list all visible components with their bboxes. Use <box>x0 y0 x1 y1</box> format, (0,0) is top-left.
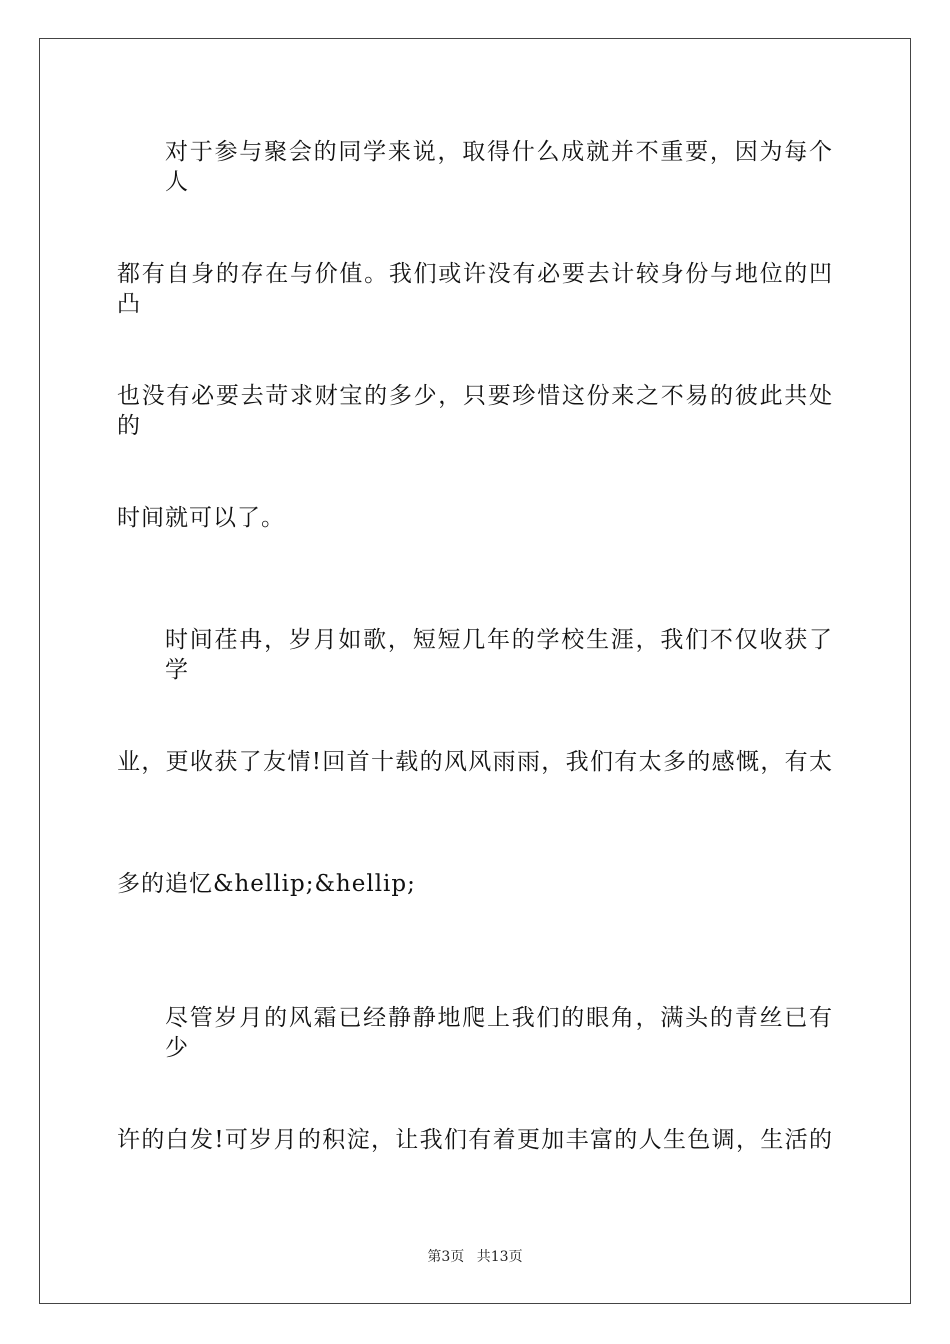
paragraph-3-line-1: 尽管岁月的风霜已经静静地爬上我们的眼角，满头的青丝已有少 <box>165 1005 833 1061</box>
paragraph-1-line-2: 都有自身的存在与价值。我们或许没有必要去计较身份与地位的凹凸 <box>117 261 833 317</box>
paragraph-3-line-2: 许的白发!可岁月的积淀，让我们有着更加丰富的人生色调，生活的 <box>117 1127 833 1153</box>
paragraph-2-line-3: 多的追忆&hellip;&hellip; <box>117 871 416 897</box>
paragraph-2-line-2: 业，更收获了友情!回首十载的风风雨雨，我们有太多的感慨，有太 <box>117 749 833 775</box>
paragraph-2-line-1: 时间荏冉，岁月如歌，短短几年的学校生涯，我们不仅收获了学 <box>165 627 833 683</box>
page-footer <box>0 1248 950 1266</box>
paragraph-1-line-4: 时间就可以了。 <box>117 505 285 531</box>
page-total: 共13页 <box>476 1249 523 1265</box>
paragraph-1-line-1: 对于参与聚会的同学来说，取得什么成就并不重要，因为每个人 <box>165 139 833 195</box>
page-number: 第3页 <box>427 1249 465 1265</box>
paragraph-1-line-3: 也没有必要去苛求财宝的多少，只要珍惜这份来之不易的彼此共处的 <box>117 383 833 439</box>
